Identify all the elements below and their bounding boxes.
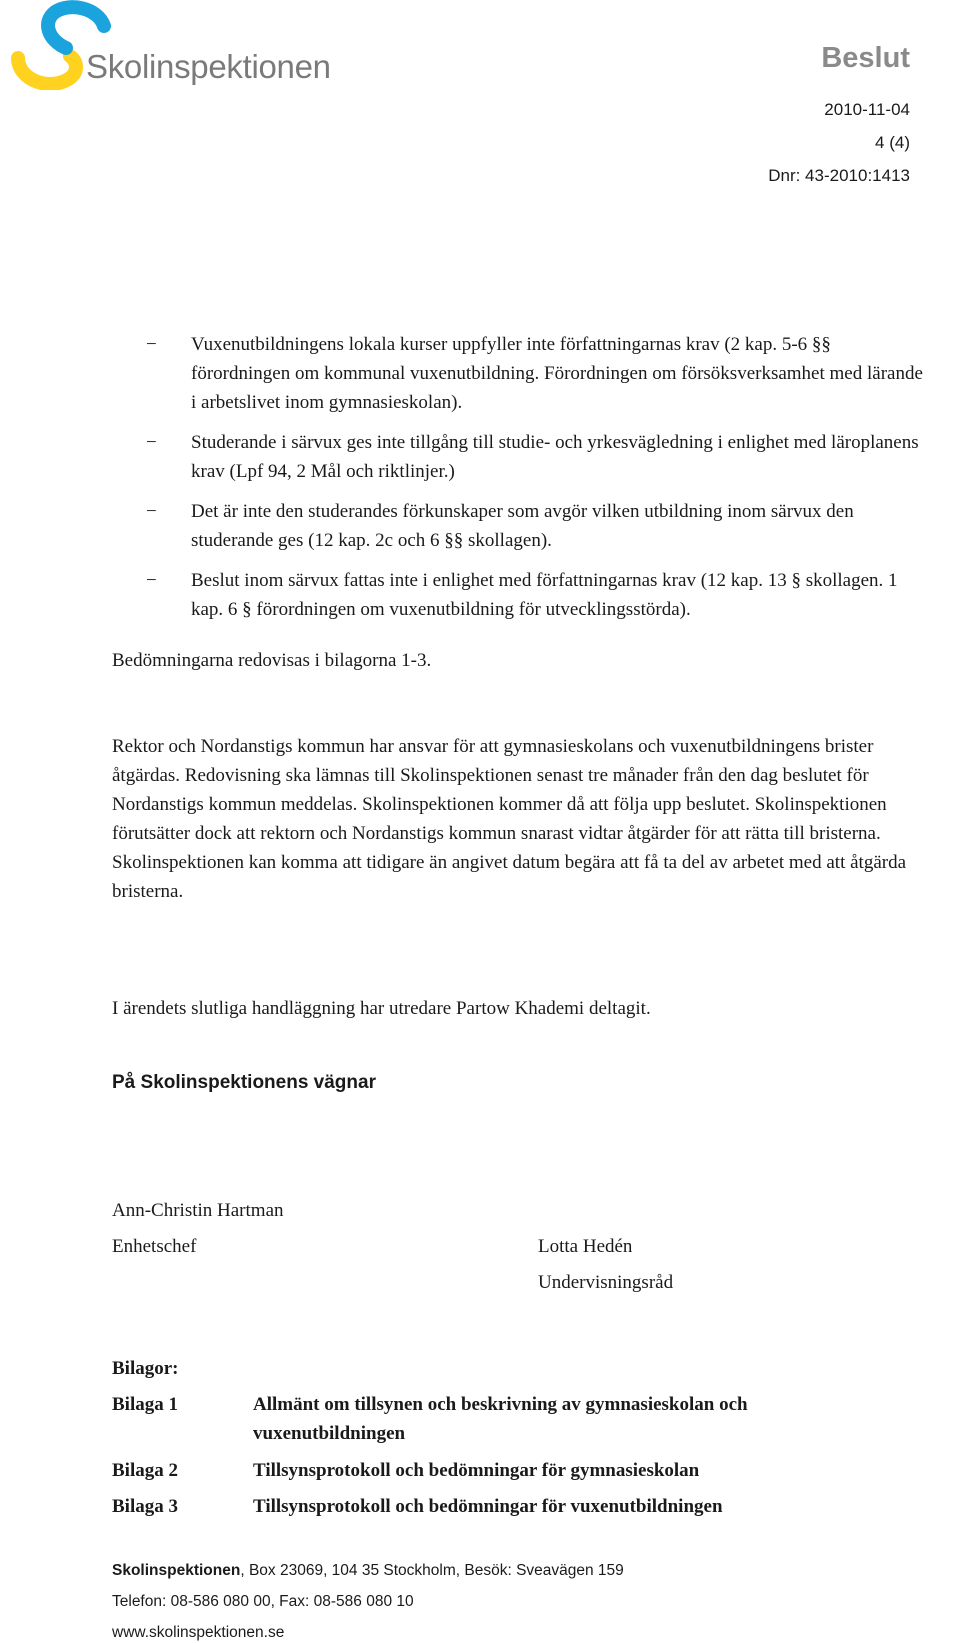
footer-phone: Telefon: 08-586 080 00, Fax: 08-586 080 10 xyxy=(112,1593,414,1610)
responsibility-paragraph: Rektor och Nordanstigs kommun har ansvar för att gymnasieskolans och vuxenutbildningens brister åtgärdas. Redovisning ska lämnas till Skolinspektionen senast tre månader från den dag beslutet för Nordanstigs kommun meddelas. Skolinspektionen kommer då att följa upp beslutet. Skolinspektionen förutsätter dock att rektorn och Nordanstigs kommun snarast vidtar åtgärder för att rätta till bristerna. Skolinspektionen kan komma att tidigare än angivet datum begära att få ta del av arbetet med att åtgärda bristerna. xyxy=(112,736,907,902)
signer1-title: Enhetschef xyxy=(112,1236,197,1257)
list-item: − Vuxenutbildningens lokala kurser uppfyller inte författningarnas krav (2 kap. 5-6 §§ förordningen om kommunal vuxenutbildning. Förordningen om försöksverksamhet med lärande i arbetslivet inom gymnasieskolan). xyxy=(146,334,923,413)
list-item: − Det är inte den studerandes förkunskaper som avgör vilken utbildning inom särvux den studerande ges (12 kap. 2c och 6 §§ skollagen). xyxy=(146,501,854,551)
registration-number: Dnr: 43-2010:1413 xyxy=(768,166,910,185)
signer2-title: Undervisningsråd xyxy=(538,1272,674,1293)
signature-heading: På Skolinspektionens vägnar xyxy=(112,1072,376,1093)
handling-paragraph: I ärendets slutliga handläggning har utredare Partow Khademi deltagit. xyxy=(112,998,651,1019)
attachment-row xyxy=(112,1492,922,1522)
assessments-paragraph: Bedömningarna redovisas i bilagorna 1-3. xyxy=(112,650,432,671)
signer2-name: Lotta Hedén xyxy=(538,1236,633,1257)
document-type: Beslut xyxy=(821,42,910,74)
document-date: 2010-11-04 xyxy=(824,100,910,119)
logo-wordmark: Skolinspektionen xyxy=(86,48,331,85)
attachment-label: Bilaga 2 xyxy=(112,1460,178,1481)
attachment-label: Bilaga 3 xyxy=(112,1496,178,1517)
findings-list xyxy=(146,330,926,635)
attachment-title: Tillsynsprotokoll och bedömningar för vuxenutbildningen xyxy=(253,1496,723,1517)
attachment-label: Bilaga 1 xyxy=(112,1394,178,1415)
signer1-name: Ann-Christin Hartman xyxy=(112,1200,284,1221)
attachment-row xyxy=(112,1456,922,1486)
footer-org: Skolinspektionen xyxy=(112,1562,241,1579)
list-item: − Beslut inom särvux fattas inte i enlighet med författningarnas krav (12 kap. 13 § skollagen. 1 kap. 6 § förordningen om vuxenutbildning för utvecklingsstörda). xyxy=(146,570,898,620)
attachment-title: Allmänt om tillsynen och beskrivning av gymnasieskolan och vuxenutbildningen xyxy=(253,1394,748,1444)
footer-address: Skolinspektionen, Box 23069, 104 35 Stockholm, Besök: Sveavägen 159 xyxy=(112,1562,624,1579)
list-item: − Studerande i särvux ges inte tillgång till studie- och yrkesvägledning i enlighet med läroplanens krav (Lpf 94, 2 Mål och riktlinjer.) xyxy=(146,432,919,482)
footer-website-link[interactable]: www.skolinspektionen.se xyxy=(112,1624,285,1641)
attachment-title: Tillsynsprotokoll och bedömningar för gymnasieskolan xyxy=(253,1460,700,1481)
attachments-heading: Bilagor: xyxy=(112,1358,179,1379)
page-number: 4 (4) xyxy=(875,133,910,152)
attachment-row xyxy=(112,1390,922,1450)
